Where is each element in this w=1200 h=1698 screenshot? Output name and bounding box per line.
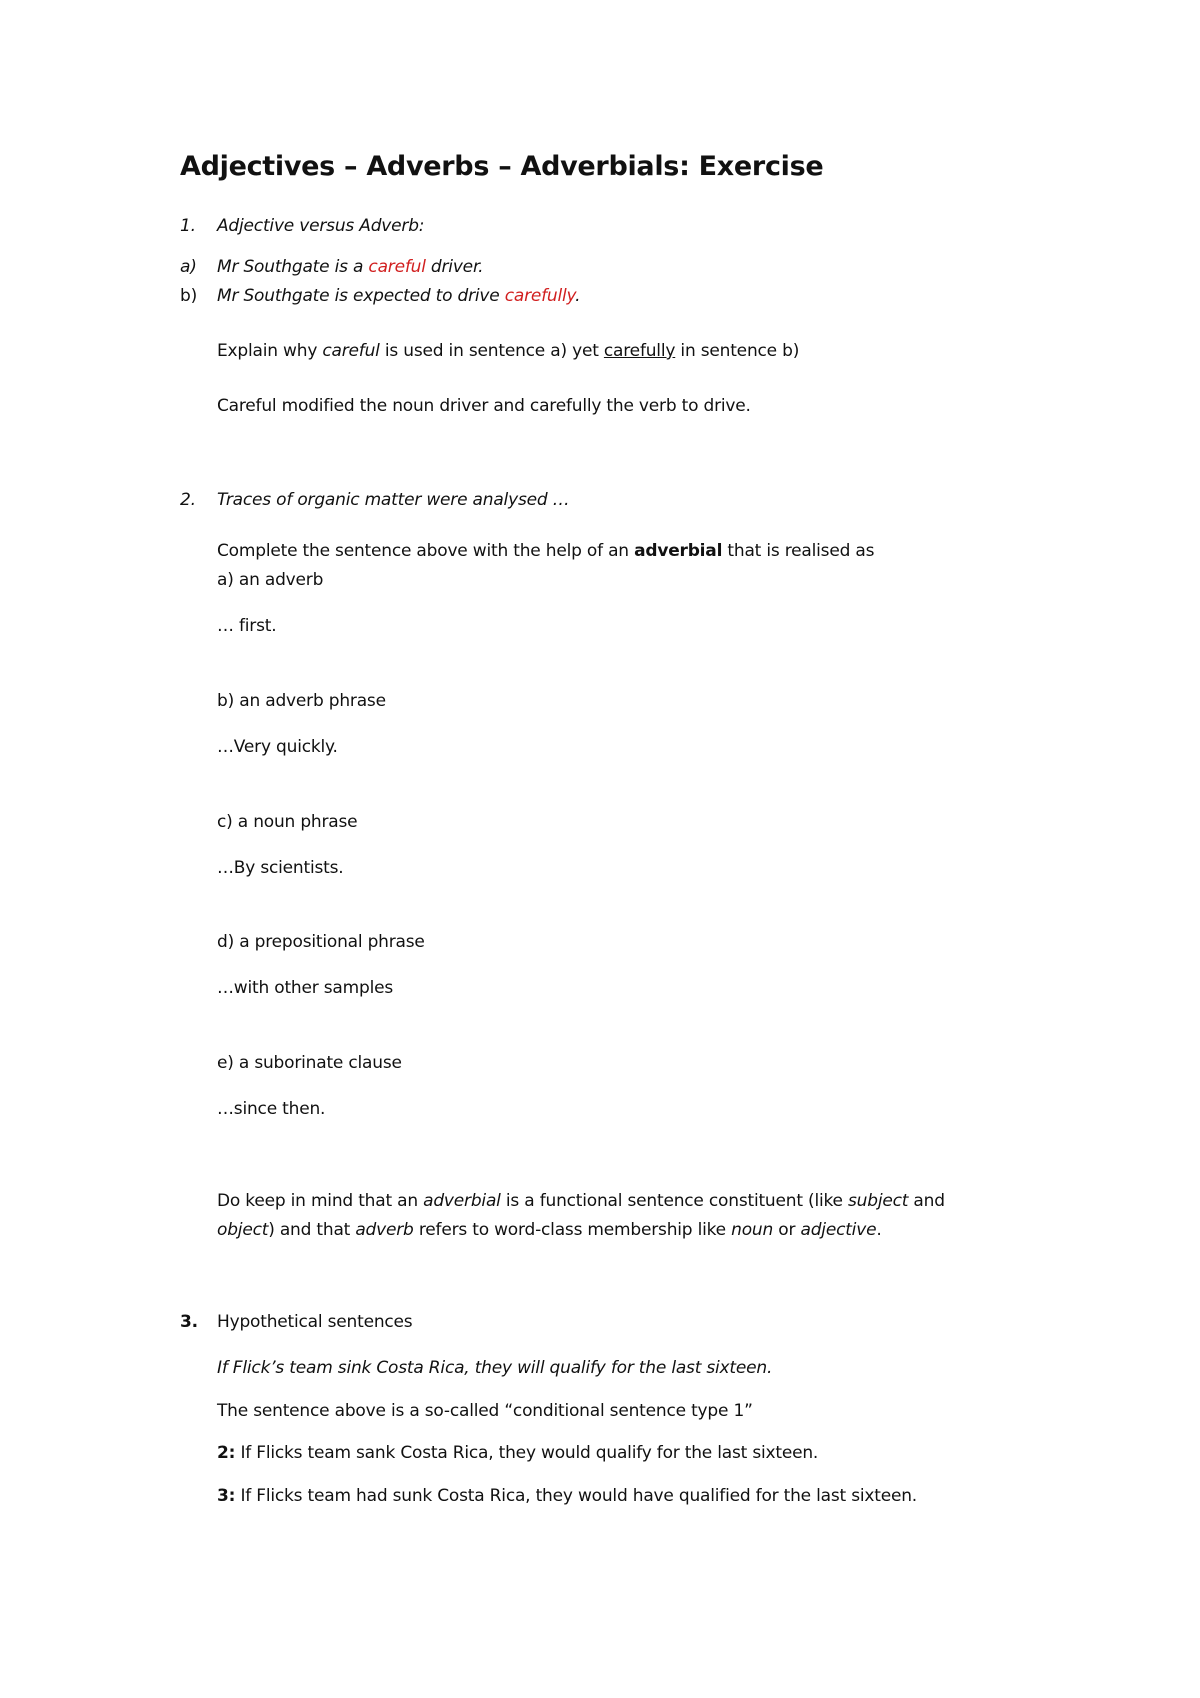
note2-f: or (773, 1220, 801, 1240)
question-post: in sentence b) (675, 341, 800, 361)
sentence-b-post: . (575, 286, 581, 306)
item-b-answer: …Very quickly. (217, 737, 338, 757)
section-1-answer: Careful modified the noun driver and carefully the verb to drive. (217, 396, 751, 416)
sentence-a-post: driver. (425, 257, 484, 277)
item-a-answer: … first. (217, 616, 277, 636)
sentence-a-highlight: careful (368, 257, 426, 277)
note2-c: adverb (355, 1220, 414, 1240)
item-d-answer: …with other samples (217, 978, 394, 998)
type-2-text: If Flicks team sank Costa Rica, they would qualify for the last sixteen. (235, 1443, 819, 1463)
question-mid: is used in sentence a) yet (379, 341, 604, 361)
section-2-instruction (217, 539, 874, 563)
section-1-number: 1. (180, 216, 196, 236)
section-3-number: 3. (180, 1312, 198, 1332)
section-3-example: If Flick’s team sink Costa Rica, they will qualify for the last sixteen. (217, 1358, 773, 1378)
section-1-question (217, 339, 799, 363)
sentence-a-marker: a) (180, 257, 197, 277)
note1-d: subject (848, 1191, 909, 1211)
conditional-type-2 (217, 1441, 818, 1465)
note2-d: refers to word-class membership like (413, 1220, 732, 1240)
question-careful: careful (322, 341, 380, 361)
type-3-text: If Flicks team had sunk Costa Rica, they would have qualified for the last sixteen. (235, 1486, 918, 1506)
note2-h: . (876, 1220, 882, 1240)
note1-e: and (908, 1191, 945, 1211)
section-3-heading: Hypothetical sentences (217, 1312, 413, 1332)
note2-g: adjective (800, 1220, 877, 1240)
item-e-answer: …since then. (217, 1099, 326, 1119)
instruction-post: that is realised as (722, 541, 875, 561)
note2-a: object (217, 1220, 269, 1240)
item-a-label: a) an adverb (217, 570, 324, 590)
type-3-number: 3: (217, 1486, 236, 1506)
sentence-b (217, 284, 580, 308)
sentence-b-marker: b) (180, 286, 198, 306)
item-e-label: e) a suborinate clause (217, 1053, 402, 1073)
section-1-heading: Adjective versus Adverb: (217, 216, 425, 236)
note2-b: ) and that (268, 1220, 356, 1240)
question-carefully: carefully (603, 341, 676, 361)
sentence-b-highlight: carefully (504, 286, 576, 306)
conditional-type-3 (217, 1484, 917, 1508)
note1-a: Do keep in mind that an (217, 1191, 424, 1211)
page-title: Adjectives – Adverbs – Adverbials: Exercise (180, 151, 824, 182)
section-2-note-line-2 (217, 1218, 882, 1242)
sentence-b-pre: Mr Southgate is expected to drive (217, 286, 505, 306)
sentence-a-pre: Mr Southgate is a (217, 257, 369, 277)
item-c-label: c) a noun phrase (217, 812, 358, 832)
instruction-pre: Complete the sentence above with the help of an (217, 541, 635, 561)
section-3-description: The sentence above is a so-called “conditional sentence type 1” (217, 1401, 753, 1421)
question-pre: Explain why (217, 341, 323, 361)
note2-e: noun (731, 1220, 774, 1240)
note1-c: is a functional sentence constituent (like (500, 1191, 848, 1211)
type-2-number: 2: (217, 1443, 236, 1463)
item-b-label: b) an adverb phrase (217, 691, 386, 711)
section-2-heading: Traces of organic matter were analysed … (217, 490, 570, 510)
sentence-a (217, 255, 483, 279)
section-2-number: 2. (180, 490, 196, 510)
item-d-label: d) a prepositional phrase (217, 932, 425, 952)
section-2-note-line-1 (217, 1189, 945, 1213)
item-c-answer: …By scientists. (217, 858, 344, 878)
note1-b: adverbial (423, 1191, 501, 1211)
instruction-bold: adverbial (634, 541, 723, 561)
